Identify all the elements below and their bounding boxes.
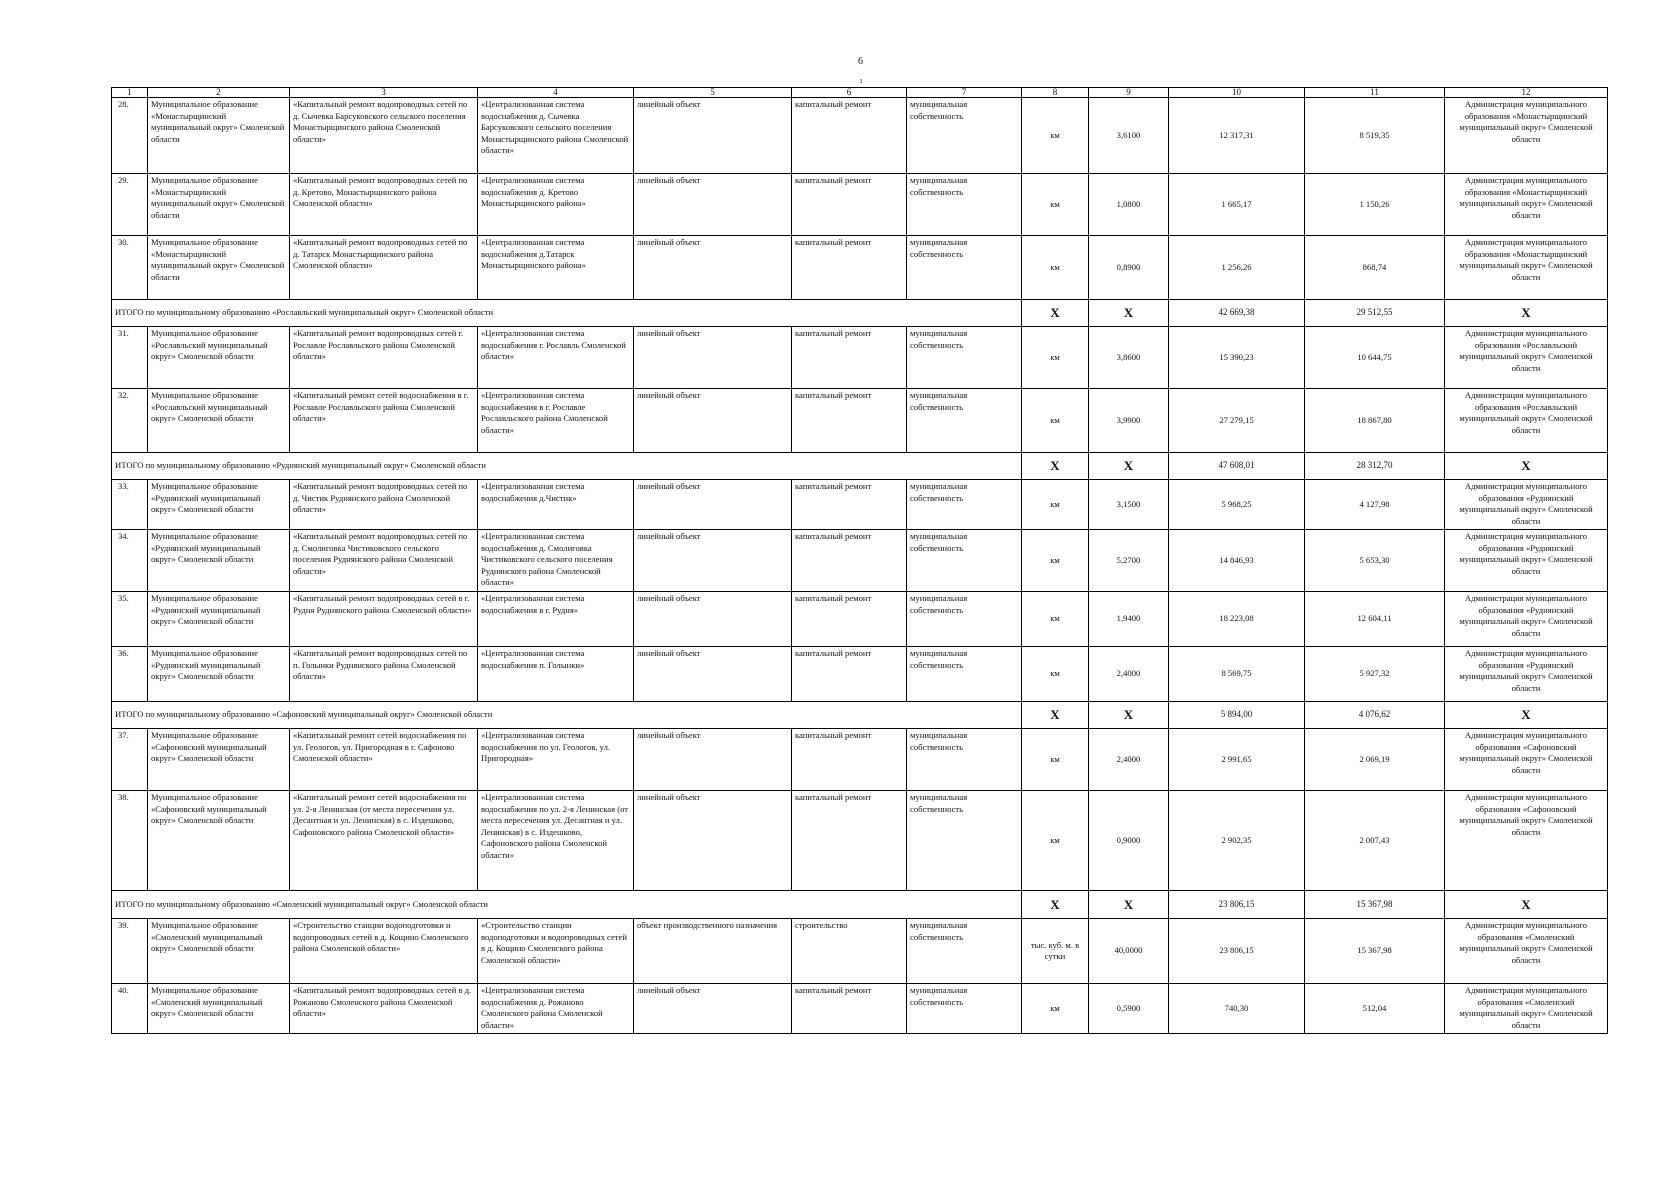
municipality-cell: Муниципальное образование «Сафоновский муниципальный округ» Смоленской области [148, 791, 290, 891]
subtotal-federal-cost: 4 076,62 [1305, 702, 1445, 729]
work-type-cell: капитальный ремонт [792, 530, 907, 592]
facility-cell: «Централизованная система водоснабжения д.Чистик» [478, 480, 634, 530]
unit-cell: тыс. куб. м. в сутки [1022, 919, 1089, 984]
capacity-cell: 40,0000 [1089, 919, 1169, 984]
subtotal-label: ИТОГО по муниципальному образованию «Сафоновский муниципальный округ» Смоленской области [112, 702, 1022, 729]
subtotal-x-mark: Х [1022, 300, 1089, 327]
project-name-cell: «Капитальный ремонт водопроводных сетей г. Рославле Рославльского района Смоленской области» [290, 327, 478, 389]
column-number: 10 [1169, 88, 1305, 98]
facility-cell: «Централизованная система водоснабжения по ул. 2-я Ленинская (от места пересечения ул. Десантная и ул. Ленинская) в с. Издешково, Сафоновского района Смоленской области» [478, 791, 634, 891]
table-row [112, 647, 1608, 702]
column-number-row [112, 88, 1608, 98]
row-number: 35. [112, 592, 148, 647]
project-name-cell: «Капитальный ремонт водопроводных сетей по п. Голынки Руднянского района Смоленской области» [290, 647, 478, 702]
ownership-cell: муниципальная собственность [907, 919, 1022, 984]
table-row [112, 98, 1608, 174]
federal-cost-cell: 10 644,75 [1305, 327, 1445, 389]
capacity-cell: 5,2700 [1089, 530, 1169, 592]
municipality-cell: Муниципальное образование «Руднянский муниципальный округ» Смоленской области [148, 592, 290, 647]
column-number: 7 [907, 88, 1022, 98]
total-cost-cell: 14 846,93 [1169, 530, 1305, 592]
column-number: 9 [1089, 88, 1169, 98]
total-cost-cell: 8 569,75 [1169, 647, 1305, 702]
administrator-cell: Администрация муниципального образования «Монастырщинский муниципальный округ» Смоленской области [1445, 174, 1608, 236]
work-type-cell: капитальный ремонт [792, 647, 907, 702]
unit-cell: км [1022, 174, 1089, 236]
federal-cost-cell: 2 069,19 [1305, 729, 1445, 791]
administrator-cell: Администрация муниципального образования «Монастырщинский муниципальный округ» Смоленской области [1445, 236, 1608, 300]
subtotal-x-mark: Х [1022, 891, 1089, 919]
subtotal-x-mark: Х [1089, 891, 1169, 919]
project-name-cell: «Капитальный ремонт сетей водоснабжения по ул. 2-я Ленинская (от места пересечения ул. Десантная и ул. Ленинская) в с. Издешково, Сафоновского района Смоленской области» [290, 791, 478, 891]
ownership-cell: муниципальная собственность [907, 98, 1022, 174]
capacity-cell: 2,4000 [1089, 729, 1169, 791]
federal-cost-cell: 5 927,32 [1305, 647, 1445, 702]
capacity-cell: 2,4000 [1089, 647, 1169, 702]
administrator-cell: Администрация муниципального образования «Руднянский муниципальный округ» Смоленской области [1445, 480, 1608, 530]
row-number: 30. [112, 236, 148, 300]
facility-cell: «Централизованная система водоснабжения в г. Рудня» [478, 592, 634, 647]
municipality-cell: Муниципальное образование «Смоленский муниципальный округ» Смоленской области [148, 919, 290, 984]
table-row [112, 919, 1608, 984]
subtotal-row [112, 702, 1608, 729]
page-number: 6 [858, 56, 863, 67]
unit-cell: км [1022, 791, 1089, 891]
total-cost-cell: 5 968,25 [1169, 480, 1305, 530]
project-name-cell: «Капитальный ремонт сетей водоснабжения в г. Рославле Рославльского района Смоленской области» [290, 389, 478, 453]
administrator-cell: Администрация муниципального образования «Сафоновский муниципальный округ» Смоленской области [1445, 729, 1608, 791]
column-number: 11 [1305, 88, 1445, 98]
table-row [112, 236, 1608, 300]
subtotal-row [112, 453, 1608, 480]
total-cost-cell: 23 806,15 [1169, 919, 1305, 984]
table-row [112, 327, 1608, 389]
unit-cell: км [1022, 98, 1089, 174]
administrator-cell: Администрация муниципального образования «Смоленский муниципальный округ» Смоленской области [1445, 984, 1608, 1034]
facility-cell: «Централизованная система водоснабжения г. Рославль Смоленской области» [478, 327, 634, 389]
facility-cell: «Централизованная система водоснабжения д. Рожаново Смоленского района Смоленской области» [478, 984, 634, 1034]
municipality-cell: Муниципальное образование «Руднянский муниципальный округ» Смоленской области [148, 480, 290, 530]
object-type-cell: линейный объект [634, 729, 792, 791]
object-type-cell: линейный объект [634, 327, 792, 389]
capacity-cell: 1,9400 [1089, 592, 1169, 647]
facility-cell: «Централизованная система водоснабжения в г. Рославле Рославльского района Смоленской области» [478, 389, 634, 453]
project-name-cell: «Капитальный ремонт водопроводных сетей по д. Татарск Монастырщинского района Смоленской области» [290, 236, 478, 300]
row-number: 39. [112, 919, 148, 984]
object-type-cell: линейный объект [634, 174, 792, 236]
municipality-cell: Муниципальное образование «Смоленский муниципальный округ» Смоленской области [148, 984, 290, 1034]
row-number: 29. [112, 174, 148, 236]
unit-cell: км [1022, 236, 1089, 300]
column-number: 1 [112, 88, 148, 98]
work-type-cell: капитальный ремонт [792, 389, 907, 453]
subtotal-x-mark: Х [1089, 702, 1169, 729]
total-cost-cell: 2 902,35 [1169, 791, 1305, 891]
facility-cell: «Строительство станции водоподготовки и водопроводных сетей в д. Кощино Смоленского района Смоленской области» [478, 919, 634, 984]
subtotal-label: ИТОГО по муниципальному образованию «Рославльский муниципальный округ» Смоленской области [112, 300, 1022, 327]
municipality-cell: Муниципальное образование «Монастырщинский муниципальный округ» Смоленской области [148, 236, 290, 300]
municipality-cell: Муниципальное образование «Рославльский муниципальный округ» Смоленской области [148, 389, 290, 453]
administrator-cell: Администрация муниципального образования «Руднянский муниципальный округ» Смоленской области [1445, 530, 1608, 592]
subtotal-x-mark: Х [1089, 453, 1169, 480]
ownership-cell: муниципальная собственность [907, 592, 1022, 647]
federal-cost-cell: 512,04 [1305, 984, 1445, 1034]
row-number: 34. [112, 530, 148, 592]
project-name-cell: «Капитальный ремонт водопроводных сетей в д. Рожаново Смоленского района Смоленской области» [290, 984, 478, 1034]
page-tick-mark: ı [860, 76, 863, 85]
administrator-cell: Администрация муниципального образования «Руднянский муниципальный округ» Смоленской области [1445, 647, 1608, 702]
capacity-cell: 3,1500 [1089, 480, 1169, 530]
subtotal-row [112, 891, 1608, 919]
ownership-cell: муниципальная собственность [907, 327, 1022, 389]
column-number: 2 [148, 88, 290, 98]
administrator-cell: Администрация муниципального образования «Рославльский муниципальный округ» Смоленской области [1445, 389, 1608, 453]
table-row [112, 480, 1608, 530]
row-number: 40. [112, 984, 148, 1034]
subtotal-x-mark: Х [1445, 453, 1608, 480]
ownership-cell: муниципальная собственность [907, 729, 1022, 791]
column-number: 5 [634, 88, 792, 98]
capacity-cell: 3,6100 [1089, 98, 1169, 174]
table-row [112, 530, 1608, 592]
unit-cell: км [1022, 647, 1089, 702]
subtotal-federal-cost: 29 512,55 [1305, 300, 1445, 327]
object-type-cell: линейный объект [634, 647, 792, 702]
object-type-cell: линейный объект [634, 236, 792, 300]
capacity-cell: 0,9000 [1089, 791, 1169, 891]
federal-cost-cell: 2 007,43 [1305, 791, 1445, 891]
object-type-cell: объект производственного назначения [634, 919, 792, 984]
row-number: 31. [112, 327, 148, 389]
subtotal-x-mark: Х [1445, 702, 1608, 729]
facility-cell: «Централизованная система водоснабжения д. Кретово Монастырщинского района» [478, 174, 634, 236]
column-number: 12 [1445, 88, 1608, 98]
object-type-cell: линейный объект [634, 480, 792, 530]
administrator-cell: Администрация муниципального образования «Смоленский муниципальный округ» Смоленской области [1445, 919, 1608, 984]
object-type-cell: линейный объект [634, 389, 792, 453]
subtotal-label: ИТОГО по муниципальному образованию «Руднянский муниципальный округ» Смоленской области [112, 453, 1022, 480]
row-number: 33. [112, 480, 148, 530]
administrator-cell: Администрация муниципального образования «Сафоновский муниципальный округ» Смоленской области [1445, 791, 1608, 891]
work-type-cell: капитальный ремонт [792, 984, 907, 1034]
subtotal-x-mark: Х [1089, 300, 1169, 327]
facility-cell: «Централизованная система водоснабжения п. Голынки» [478, 647, 634, 702]
ownership-cell: муниципальная собственность [907, 236, 1022, 300]
capacity-cell: 0,5900 [1089, 984, 1169, 1034]
work-type-cell: капитальный ремонт [792, 480, 907, 530]
row-number: 37. [112, 729, 148, 791]
project-name-cell: «Капитальный ремонт водопроводных сетей по д. Смолиговка Чистиковского сельского поселения Руднянского района Смоленской области» [290, 530, 478, 592]
project-name-cell: «Капитальный ремонт водопроводных сетей в г. Рудня Руднянского района Смоленской области» [290, 592, 478, 647]
register-table-body [112, 88, 1608, 1034]
table-row [112, 592, 1608, 647]
subtotal-total-cost: 5 894,00 [1169, 702, 1305, 729]
subtotal-x-mark: Х [1445, 300, 1608, 327]
work-type-cell: капитальный ремонт [792, 174, 907, 236]
project-name-cell: «Капитальный ремонт водопроводных сетей по д. Сычевка Барсуковского сельского поселения Монастырщинского района Смоленской области» [290, 98, 478, 174]
table-row [112, 984, 1608, 1034]
project-name-cell: «Капитальный ремонт сетей водоснабжения по ул. Геологов, ул. Пригородная в г. Сафоново Смоленской области» [290, 729, 478, 791]
subtotal-federal-cost: 15 367,98 [1305, 891, 1445, 919]
subtotal-total-cost: 42 669,38 [1169, 300, 1305, 327]
row-number: 38. [112, 791, 148, 891]
row-number: 28. [112, 98, 148, 174]
register-table [111, 87, 1608, 1034]
unit-cell: км [1022, 389, 1089, 453]
ownership-cell: муниципальная собственность [907, 174, 1022, 236]
subtotal-label: ИТОГО по муниципальному образованию «Смоленский муниципальный округ» Смоленской области [112, 891, 1022, 919]
column-number: 3 [290, 88, 478, 98]
ownership-cell: муниципальная собственность [907, 647, 1022, 702]
ownership-cell: муниципальная собственность [907, 480, 1022, 530]
work-type-cell: капитальный ремонт [792, 327, 907, 389]
total-cost-cell: 740,30 [1169, 984, 1305, 1034]
work-type-cell: строительство [792, 919, 907, 984]
object-type-cell: линейный объект [634, 98, 792, 174]
facility-cell: «Централизованная система водоснабжения д.Татарск Монастырщинского района» [478, 236, 634, 300]
municipality-cell: Муниципальное образование «Монастырщинский муниципальный округ» Смоленской области [148, 98, 290, 174]
administrator-cell: Администрация муниципального образования «Рославльский муниципальный округ» Смоленской области [1445, 327, 1608, 389]
ownership-cell: муниципальная собственность [907, 791, 1022, 891]
row-number: 32. [112, 389, 148, 453]
municipality-cell: Муниципальное образование «Сафоновский муниципальный округ» Смоленской области [148, 729, 290, 791]
ownership-cell: муниципальная собственность [907, 984, 1022, 1034]
column-number: 8 [1022, 88, 1089, 98]
unit-cell: км [1022, 592, 1089, 647]
object-type-cell: линейный объект [634, 984, 792, 1034]
subtotal-x-mark: Х [1022, 453, 1089, 480]
capacity-cell: 3,8600 [1089, 327, 1169, 389]
administrator-cell: Администрация муниципального образования «Монастырщинский муниципальный округ» Смоленской области [1445, 98, 1608, 174]
column-number: 4 [478, 88, 634, 98]
subtotal-row [112, 300, 1608, 327]
capacity-cell: 3,9900 [1089, 389, 1169, 453]
federal-cost-cell: 5 653,30 [1305, 530, 1445, 592]
federal-cost-cell: 8 519,35 [1305, 98, 1445, 174]
subtotal-total-cost: 23 806,15 [1169, 891, 1305, 919]
federal-cost-cell: 15 367,98 [1305, 919, 1445, 984]
municipality-cell: Муниципальное образование «Руднянский муниципальный округ» Смоленской области [148, 530, 290, 592]
capacity-cell: 1,0800 [1089, 174, 1169, 236]
project-name-cell: «Капитальный ремонт водопроводных сетей по д. Кретово, Монастырщинского района Смоленской области» [290, 174, 478, 236]
work-type-cell: капитальный ремонт [792, 729, 907, 791]
project-name-cell: «Строительство станции водоподготовки и водопроводных сетей в д. Кощино Смоленского района Смоленской области» [290, 919, 478, 984]
work-type-cell: капитальный ремонт [792, 98, 907, 174]
facility-cell: «Централизованная система водоснабжения д. Смолиговка Чистиковского сельского поселения Руднянского района Смоленской области» [478, 530, 634, 592]
subtotal-federal-cost: 28 312,70 [1305, 453, 1445, 480]
subtotal-x-mark: Х [1445, 891, 1608, 919]
total-cost-cell: 18 223,08 [1169, 592, 1305, 647]
facility-cell: «Централизованная система водоснабжения д. Сычевка Барсуковского сельского поселения Монастырщинского района Смоленской области» [478, 98, 634, 174]
unit-cell: км [1022, 984, 1089, 1034]
federal-cost-cell: 868,74 [1305, 236, 1445, 300]
municipality-cell: Муниципальное образование «Рославльский муниципальный округ» Смоленской области [148, 327, 290, 389]
ownership-cell: муниципальная собственность [907, 530, 1022, 592]
total-cost-cell: 12 317,31 [1169, 98, 1305, 174]
object-type-cell: линейный объект [634, 592, 792, 647]
work-type-cell: капитальный ремонт [792, 791, 907, 891]
object-type-cell: линейный объект [634, 791, 792, 891]
row-number: 36. [112, 647, 148, 702]
total-cost-cell: 27 279,15 [1169, 389, 1305, 453]
total-cost-cell: 1 665,17 [1169, 174, 1305, 236]
municipality-cell: Муниципальное образование «Руднянский муниципальный округ» Смоленской области [148, 647, 290, 702]
table-row [112, 791, 1608, 891]
facility-cell: «Централизованная система водоснабжения по ул. Геологов, ул. Пригородная» [478, 729, 634, 791]
ownership-cell: муниципальная собственность [907, 389, 1022, 453]
total-cost-cell: 2 991,65 [1169, 729, 1305, 791]
unit-cell: км [1022, 480, 1089, 530]
work-type-cell: капитальный ремонт [792, 236, 907, 300]
unit-cell: км [1022, 530, 1089, 592]
table-row [112, 174, 1608, 236]
administrator-cell: Администрация муниципального образования «Руднянский муниципальный округ» Смоленской области [1445, 592, 1608, 647]
unit-cell: км [1022, 327, 1089, 389]
federal-cost-cell: 18 867,80 [1305, 389, 1445, 453]
object-type-cell: линейный объект [634, 530, 792, 592]
federal-cost-cell: 12 604,11 [1305, 592, 1445, 647]
column-number: 6 [792, 88, 907, 98]
total-cost-cell: 1 256,26 [1169, 236, 1305, 300]
total-cost-cell: 15 390,23 [1169, 327, 1305, 389]
table-row [112, 729, 1608, 791]
subtotal-total-cost: 47 608,01 [1169, 453, 1305, 480]
municipality-cell: Муниципальное образование «Монастырщинский муниципальный округ» Смоленской области [148, 174, 290, 236]
subtotal-x-mark: Х [1022, 702, 1089, 729]
project-name-cell: «Капитальный ремонт водопроводных сетей по д. Чистик Руднянского района Смоленской области» [290, 480, 478, 530]
table-row [112, 389, 1608, 453]
federal-cost-cell: 1 150,26 [1305, 174, 1445, 236]
unit-cell: км [1022, 729, 1089, 791]
capacity-cell: 0,8900 [1089, 236, 1169, 300]
federal-cost-cell: 4 127,98 [1305, 480, 1445, 530]
work-type-cell: капитальный ремонт [792, 592, 907, 647]
